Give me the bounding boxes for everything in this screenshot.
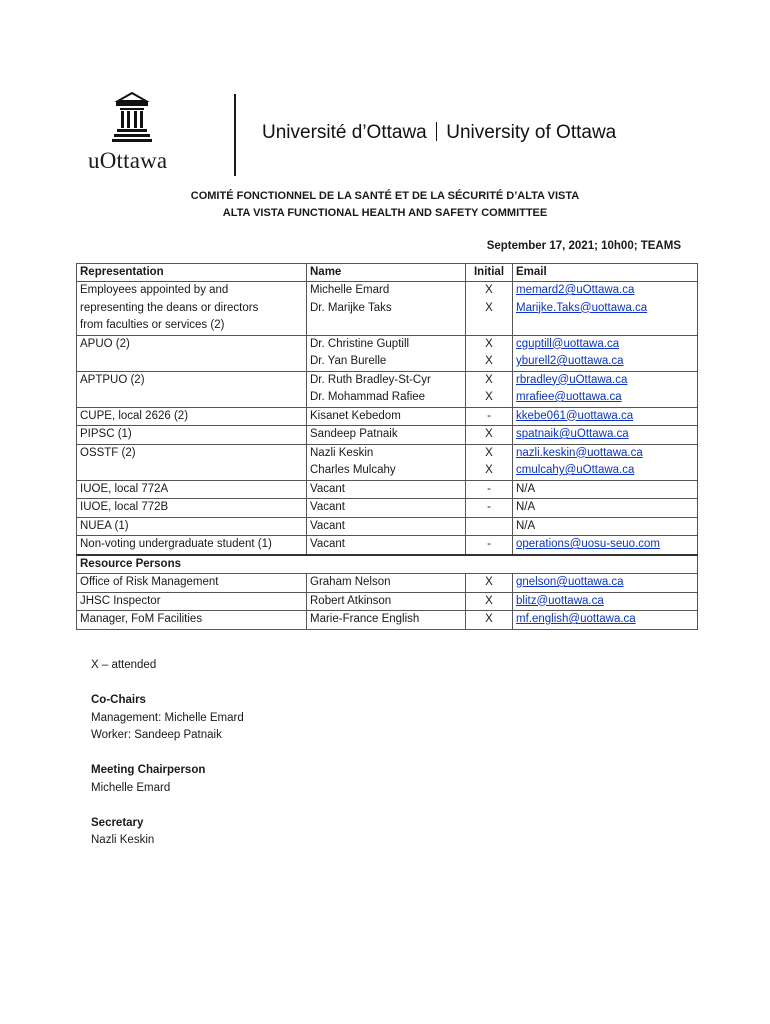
initial-cell: X <box>466 462 513 480</box>
committee-title-en: ALTA VISTA FUNCTIONAL HEALTH AND SAFETY COMMITTEE <box>222 207 548 219</box>
attendance-table-body <box>77 282 698 630</box>
email-link[interactable]: nazli.keskin@uottawa.ca <box>516 446 643 459</box>
representation-cell <box>77 462 307 480</box>
representation-cell: Office of Risk Management <box>77 574 307 593</box>
email-cell <box>513 574 698 593</box>
name-cell: Robert Atkinson <box>307 592 466 611</box>
column-header-email: Email <box>513 264 698 282</box>
email-cell <box>513 371 698 389</box>
table-row <box>77 335 698 353</box>
name-cell: Dr. Christine Guptill <box>307 335 466 353</box>
initial-cell: X <box>466 389 513 407</box>
table-row <box>77 389 698 407</box>
representation-cell: OSSTF (2) <box>77 444 307 462</box>
email-link[interactable]: mf.english@uottawa.ca <box>516 613 636 625</box>
email-cell <box>513 335 698 353</box>
table-row <box>77 317 698 335</box>
email-cell <box>513 426 698 445</box>
email-cell <box>513 282 698 300</box>
attendance-table <box>76 263 698 630</box>
email-cell <box>513 462 698 480</box>
logo-wordmark: uOttawa <box>88 148 168 173</box>
representation-cell: representing the deans or directors <box>77 300 307 318</box>
table-row <box>77 480 698 499</box>
secretary-label: Secretary <box>91 816 144 829</box>
name-cell: Michelle Emard <box>307 282 466 300</box>
email-link[interactable]: gnelson@uottawa.ca <box>516 576 624 588</box>
email-cell <box>513 389 698 407</box>
initial-cell: X <box>466 300 513 318</box>
email-link[interactable]: mrafiee@uottawa.ca <box>516 391 622 403</box>
meeting-info: September 17, 2021; 10h00; TEAMS <box>486 240 681 252</box>
representation-cell: APUO (2) <box>77 335 307 353</box>
table-row <box>77 407 698 425</box>
name-cell: Nazli Keskin <box>307 444 466 462</box>
name-cell: Dr. Marijke Taks <box>307 300 466 318</box>
email-cell <box>513 517 698 536</box>
initial-cell <box>466 317 513 335</box>
university-name-fr: Université d’Ottawa <box>262 122 427 143</box>
initial-cell: - <box>466 480 513 499</box>
resource-persons-label: Resource Persons <box>77 555 698 574</box>
chairperson-name: Michelle Emard <box>91 781 171 794</box>
email-text: N/A <box>516 482 536 495</box>
email-cell <box>513 300 698 318</box>
university-name-en: University of Ottawa <box>446 122 617 143</box>
secretary-name: Nazli Keskin <box>91 834 155 846</box>
table-row <box>77 536 698 555</box>
representation-cell <box>77 353 307 371</box>
initial-cell: - <box>466 407 513 425</box>
letterhead <box>86 92 686 182</box>
email-cell <box>513 407 698 425</box>
name-cell: Dr. Mohammad Rafiee <box>307 389 466 407</box>
table-row <box>77 444 698 462</box>
column-header-representation: Representation <box>77 264 307 282</box>
initial-cell: X <box>466 335 513 353</box>
name-cell <box>307 317 466 335</box>
email-link[interactable]: operations@uosu-seuo.com <box>516 538 661 550</box>
initial-cell: X <box>466 282 513 300</box>
email-cell <box>513 499 698 518</box>
name-cell: Kisanet Kebedom <box>307 407 466 425</box>
email-link[interactable]: cmulcahy@uOttawa.ca <box>516 464 635 476</box>
co-chair-management: Management: Michelle Emard <box>91 711 244 724</box>
name-cell: Sandeep Patnaik <box>307 426 466 445</box>
email-cell <box>513 480 698 499</box>
email-cell <box>513 536 698 555</box>
attendance-legend: X – attended <box>91 659 157 671</box>
representation-cell: IUOE, local 772B <box>77 499 307 518</box>
representation-cell: APTPUO (2) <box>77 371 307 389</box>
table-row <box>77 462 698 480</box>
email-cell <box>513 611 698 630</box>
email-link[interactable]: kkebe061@uottawa.ca <box>516 409 634 422</box>
name-cell: Vacant <box>307 536 466 555</box>
email-cell <box>513 353 698 371</box>
representation-cell: from faculties or services (2) <box>77 317 307 335</box>
name-cell: Vacant <box>307 517 466 536</box>
logo-divider <box>234 94 236 176</box>
table-row <box>77 371 698 389</box>
email-text: N/A <box>516 501 536 513</box>
initial-cell: - <box>466 536 513 555</box>
initial-cell: X <box>466 444 513 462</box>
email-cell <box>513 592 698 611</box>
co-chairs-block <box>91 692 244 745</box>
representation-cell: CUPE, local 2626 (2) <box>77 407 307 425</box>
email-link[interactable]: spatnaik@uOttawa.ca <box>516 428 629 440</box>
representation-cell <box>77 389 307 407</box>
column-header-initial: Initial <box>466 264 513 282</box>
table-row <box>77 426 698 445</box>
column-header-name: Name <box>307 264 466 282</box>
representation-cell: Non-voting undergraduate student (1) <box>77 536 307 555</box>
table-row <box>77 611 698 630</box>
email-cell <box>513 444 698 462</box>
email-link[interactable]: Marijke.Taks@uottawa.ca <box>516 301 648 314</box>
table-row <box>77 300 698 318</box>
email-link[interactable]: rbradley@uOttawa.ca <box>516 373 628 386</box>
chairperson-label: Meeting Chairperson <box>91 764 206 776</box>
name-cell: Vacant <box>307 499 466 518</box>
university-building-icon <box>112 92 152 150</box>
table-header-row <box>77 264 698 282</box>
table-row <box>77 517 698 536</box>
initial-cell: X <box>466 371 513 389</box>
initial-cell: X <box>466 426 513 445</box>
co-chair-worker: Worker: Sandeep Patnaik <box>91 729 222 741</box>
table-row <box>77 574 698 593</box>
table-row <box>77 353 698 371</box>
email-link[interactable]: memard2@uOttawa.ca <box>516 284 635 296</box>
email-link[interactable]: blitz@uottawa.ca <box>516 594 604 607</box>
representation-cell: PIPSC (1) <box>77 426 307 445</box>
initial-cell: - <box>466 499 513 518</box>
chairperson-block <box>91 762 244 797</box>
co-chairs-label: Co-Chairs <box>91 694 146 706</box>
initial-cell: X <box>466 611 513 630</box>
representation-cell: Employees appointed by and <box>77 282 307 300</box>
representation-cell: Manager, FoM Facilities <box>77 611 307 630</box>
representation-cell: IUOE, local 772A <box>77 480 307 499</box>
name-cell: Marie-France English <box>307 611 466 630</box>
university-name <box>262 122 616 144</box>
name-cell: Dr. Ruth Bradley-St-Cyr <box>307 371 466 389</box>
table-row <box>77 592 698 611</box>
email-cell <box>513 317 698 335</box>
representation-cell: JHSC Inspector <box>77 592 307 611</box>
committee-title-fr: COMITÉ FONCTIONNEL DE LA SANTÉ ET DE LA SÉCURITÉ D’ALTA VISTA <box>190 190 580 202</box>
name-cell: Vacant <box>307 480 466 499</box>
email-link[interactable]: cguptill@uottawa.ca <box>516 337 620 350</box>
table-row <box>77 499 698 518</box>
initial-cell: X <box>466 353 513 371</box>
email-link[interactable]: yburell2@uottawa.ca <box>516 355 624 367</box>
initial-cell: X <box>466 592 513 611</box>
name-cell: Charles Mulcahy <box>307 462 466 480</box>
initial-cell: X <box>466 574 513 593</box>
email-text: N/A <box>516 519 536 532</box>
name-cell: Graham Nelson <box>307 574 466 593</box>
representation-cell: NUEA (1) <box>77 517 307 536</box>
table-row <box>77 282 698 300</box>
name-separator <box>436 122 438 141</box>
name-cell: Dr. Yan Burelle <box>307 353 466 371</box>
initial-cell <box>466 517 513 536</box>
notes <box>91 657 244 867</box>
secretary-block <box>91 815 244 850</box>
resource-persons-row <box>77 555 698 574</box>
